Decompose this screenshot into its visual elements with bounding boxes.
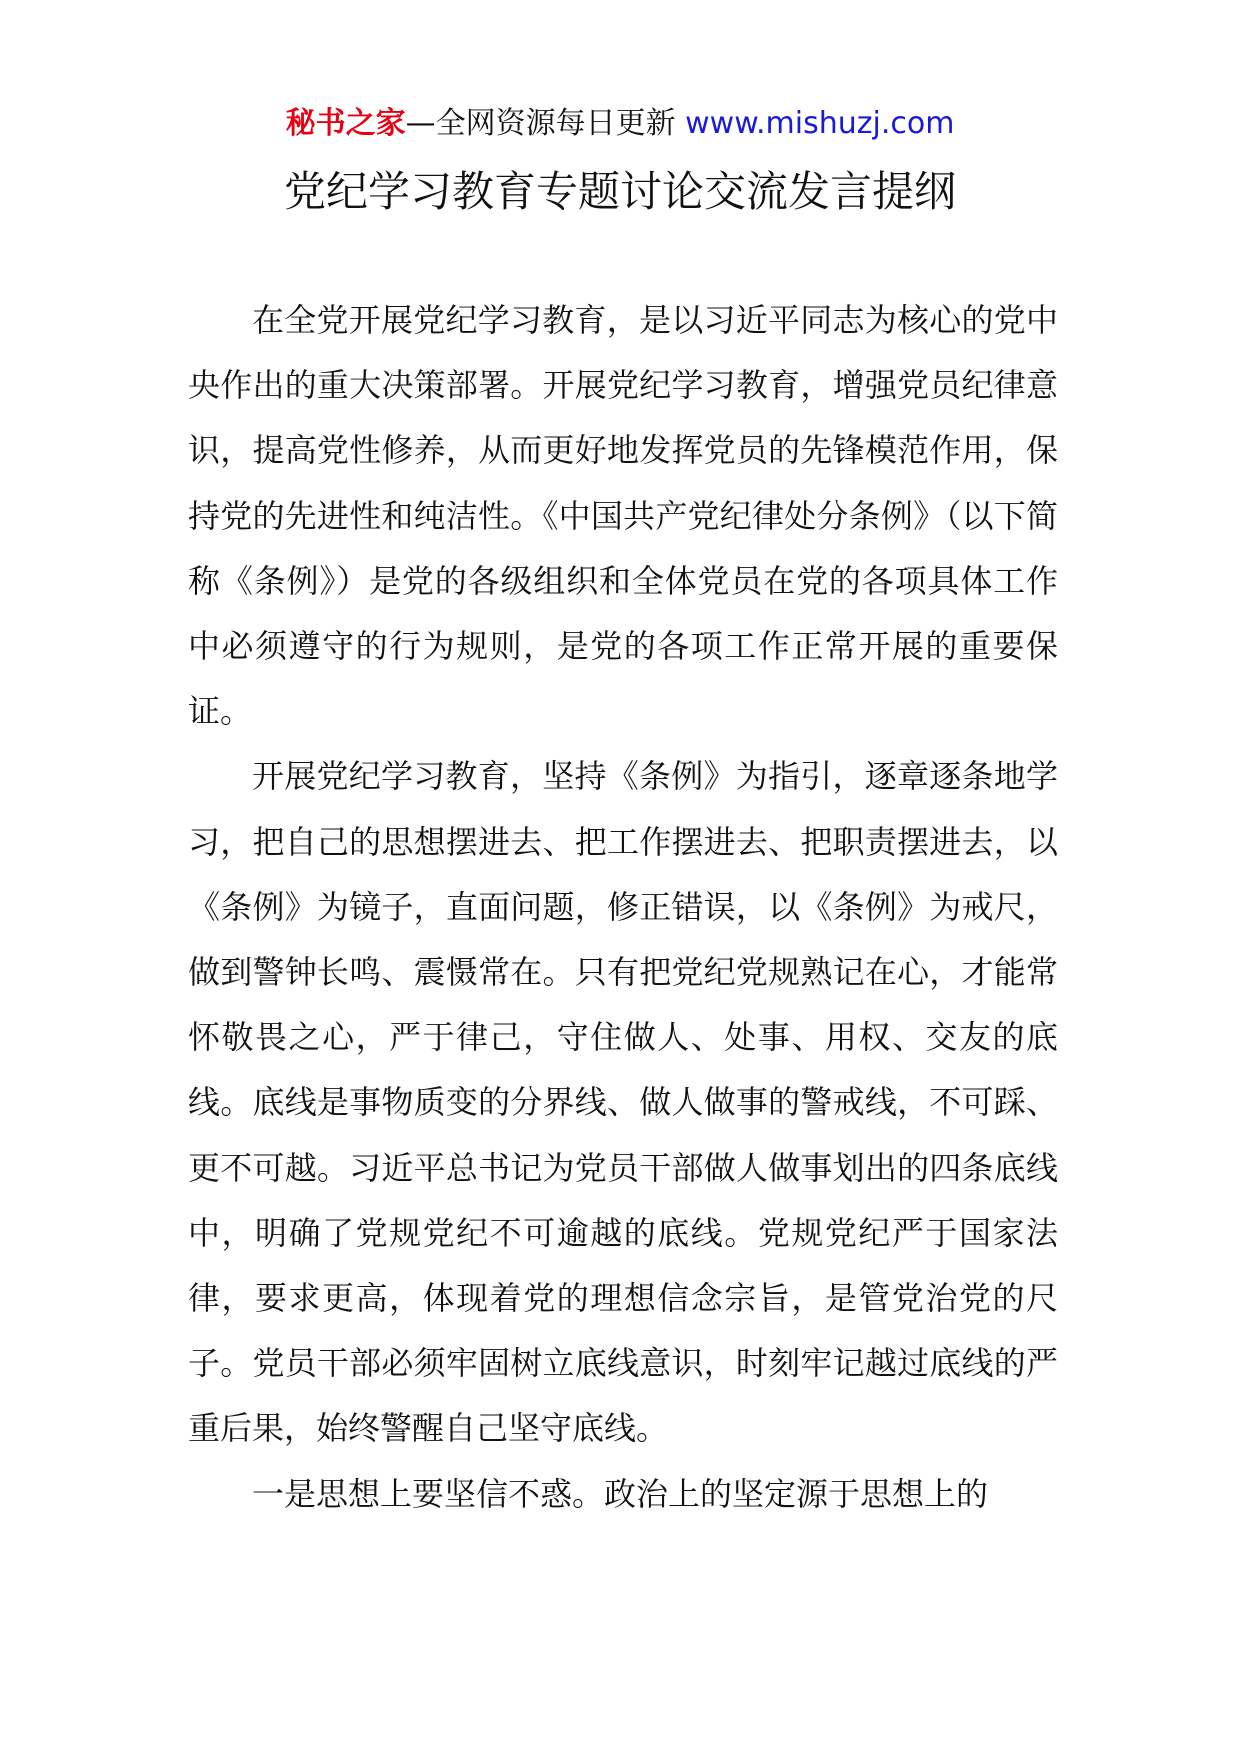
paragraph-2: 开展党纪学习教育，坚持《条例》为指引，逐章逐条地学习，把自己的思想摆进去、把工作摆进去、把职责摆进去，以《条例》为镜子，直面问题，修正错误，以《条例》为戒尺，做到警钟长鸣、震慑常在。只有把党纪党规熟记在心，才能常怀敬畏之心，严于律己，守住做人、处事、用权、交友的底线。底线是事物质变的分界线、做人做事的警戒线，不可踩、更不可越。习近平总书记为党员干部做人做事划出的四条底线中，明确了党规党纪不可逾越的底线。党规党纪严于国家法律，要求更高，体现着党的理想信念宗旨，是管党治党的尺子。党员干部必须牢固树立底线意识，时刻牢记越过底线的严重后果，始终警醒自己坚守底线。 bbox=[188, 757, 1058, 1448]
document-body bbox=[188, 288, 1058, 1527]
site-url-link[interactable]: www.mishuzj.com bbox=[685, 106, 955, 141]
paragraph-3: 一是思想上要坚信不惑。政治上的坚定源于思想上的 bbox=[252, 1474, 989, 1513]
tagline: —全网资源每日更新 bbox=[405, 106, 676, 141]
brand-name: 秘书之家 bbox=[285, 106, 406, 141]
document-title: 党纪学习教育专题讨论交流发言提纲 bbox=[283, 167, 956, 216]
header-banner bbox=[0, 104, 1240, 144]
paragraph-1: 在全党开展党纪学习教育，是以习近平同志为核心的党中央作出的重大决策部署。开展党纪学习教育，增强党员纪律意识，提高党性修养，从而更好地发挥党员的先锋模范作用，保持党的先进性和纯洁性。《中国共产党纪律处分条例》（以下简称《条例》）是党的各级组织和全体党员在党的各项具体工作中必须遵守的行为规则，是党的各项工作正常开展的重要保证。 bbox=[188, 301, 1058, 731]
